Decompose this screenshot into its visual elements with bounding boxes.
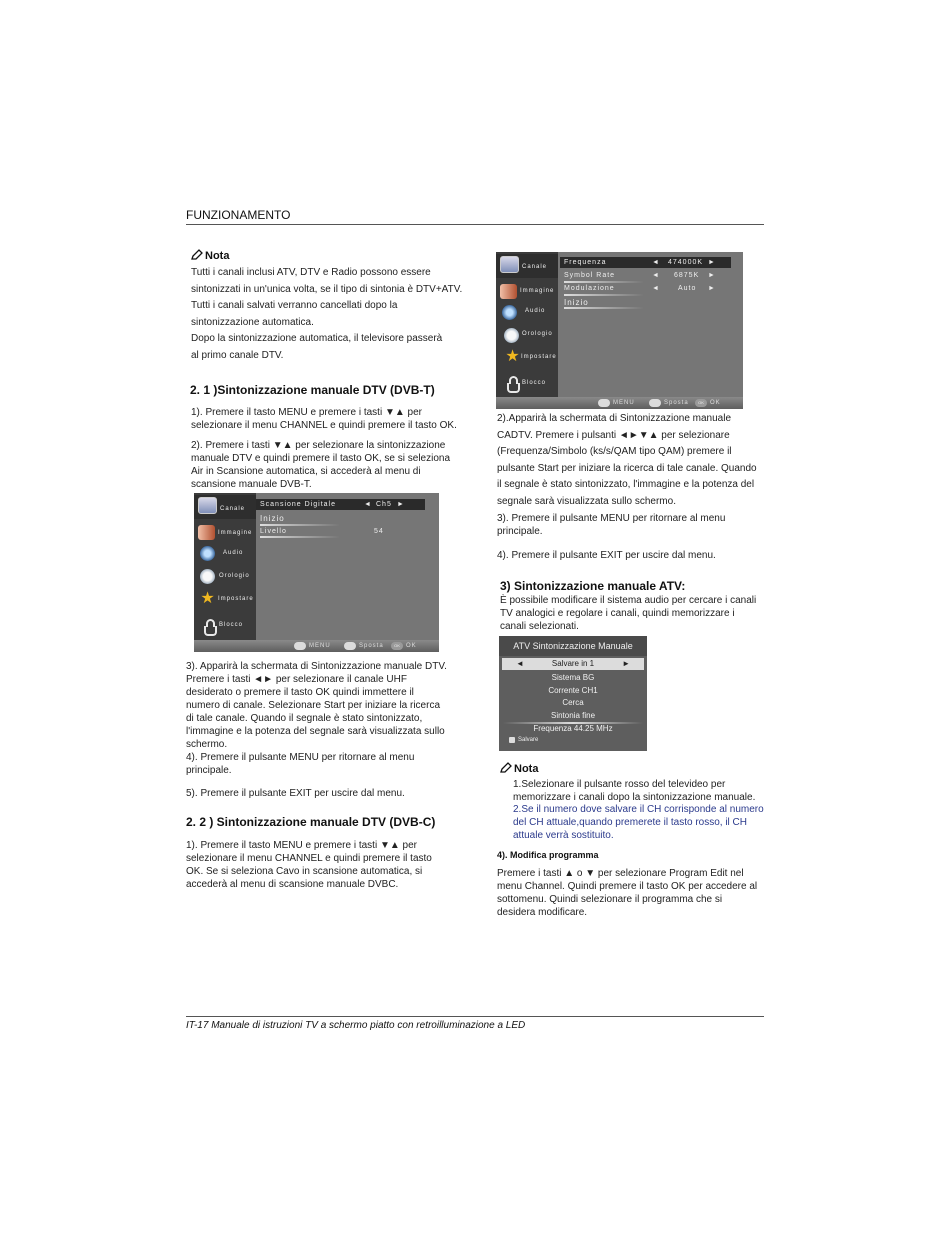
bar-sposta-label: Sposta xyxy=(664,400,689,406)
nota-text-right-2: 2.Se il numero dove salvare il CH corrisponde al numero del CH attuale,quando premerete il tasto rosso, il CH attuale verrà sostituito. xyxy=(513,804,764,841)
sidebar-item-orologio: Orologio xyxy=(219,573,250,579)
menu-atv-screenshot xyxy=(499,636,647,751)
sidebar-item-immagine: Immagine xyxy=(520,288,555,294)
sidebar-item-orologio: Orologio xyxy=(522,331,553,337)
save-icon xyxy=(509,737,515,743)
sidebar-item-canale: Canale xyxy=(522,264,548,270)
immagine-icon xyxy=(198,525,215,540)
footer-rule xyxy=(186,1016,764,1017)
row-scansione-label: Scansione Digitale xyxy=(260,501,336,508)
page-footer: IT-17 Manuale di istruzioni TV a schermo piatto con retroilluminazione a LED xyxy=(186,1020,526,1031)
back-icon xyxy=(598,399,610,407)
sidebar-item-impostare: Impostare xyxy=(521,354,557,360)
orologio-icon xyxy=(504,328,519,343)
right-arrow-icon: ► xyxy=(397,501,405,508)
right-arrow-icon: ► xyxy=(708,285,716,292)
section-header: FUNZIONAMENTO xyxy=(186,208,291,222)
row-modulazione-label: Modulazione xyxy=(564,285,615,292)
orologio-icon xyxy=(200,569,215,584)
move-icon xyxy=(649,399,661,407)
nota-heading: Nota xyxy=(191,249,229,262)
left-arrow-icon: ◄ xyxy=(516,659,524,668)
menu-sidebar xyxy=(496,252,558,397)
paragraph-dvbc-2: 2).Apparirà la schermata di Sintonizzazione manuale CADTV. Premere i pulsanti ◄►▼▲ per selezionare (Frequenza/Simbolo (ks/s/QAM tipo QAM) premere il pulsante Start per iniziare la ricerca di tale canale. Quando il segnale è stato sintonizzato, l'immagine e la potenza del segnale sarà visualizzata sullo schermo. xyxy=(497,413,757,507)
heading-dvbt: 2. 1 )Sintonizzazione manuale DTV (DVB-T) xyxy=(190,383,435,397)
row-inizio-label: Inizio xyxy=(260,514,285,523)
blocco-icon xyxy=(507,383,520,393)
back-icon xyxy=(294,642,306,650)
heading-dvbc: 2. 2 ) Sintonizzazione manuale DTV (DVB-C) xyxy=(186,815,436,829)
bar-ok-label: OK xyxy=(406,643,417,649)
row-scansione-value: Ch5 xyxy=(376,501,392,508)
menu-content xyxy=(256,493,439,640)
paragraph-dvbt-5: 5). Premere il pulsante EXIT per uscire dal menu. xyxy=(186,788,405,799)
paragraph-dvbc-3: 3). Premere il pulsante MENU per ritornare al menu principale. xyxy=(497,513,726,537)
nota-heading-right: Nota xyxy=(500,762,538,775)
left-arrow-icon: ◄ xyxy=(364,501,372,508)
bar-menu-label: MENU xyxy=(613,400,635,406)
right-arrow-icon: ► xyxy=(622,659,630,668)
paragraph-dvbc-1: 1). Premere il tasto MENU e premere i tasti ▼▲ per selezionare il menu CHANNEL e quindi premere il tasto OK. Se si seleziona Cavo in scansione automatica, si accederà al menu di scansione manuale DVBC. xyxy=(186,840,432,890)
audio-icon xyxy=(502,305,517,320)
atv-item-corrente: Corrente CH1 xyxy=(548,686,598,695)
canale-icon xyxy=(198,497,217,514)
canale-icon xyxy=(500,256,519,273)
impostare-icon: ★ xyxy=(200,590,215,607)
menu-dvbc-screenshot xyxy=(496,252,743,409)
atv-item-sintonia: Sintonia fine xyxy=(550,711,596,720)
left-arrow-icon: ◄ xyxy=(652,285,660,292)
audio-icon xyxy=(200,546,215,561)
sidebar-item-blocco: Blocco xyxy=(522,380,547,386)
menu-bottom-bar xyxy=(496,397,743,409)
right-arrow-icon: ► xyxy=(708,259,716,266)
paragraph-dvbc-4: 4). Premere il pulsante EXIT per uscire dal menu. xyxy=(497,550,716,561)
row-frequenza-label: Frequenza xyxy=(564,259,607,266)
ok-icon: OK xyxy=(695,399,707,407)
left-arrow-icon: ◄ xyxy=(652,259,660,266)
paragraph-modifica: Premere i tasti ▲ o ▼ per selezionare Program Edit nel menu Channel. Quindi premere il tasto OK per accedere al sottomenu. Quindi selezionare il programma che si desidera modificare. xyxy=(497,868,758,918)
nota-text: Tutti i canali inclusi ATV, DTV e Radio possono essere sintonizzati in un'unica volta, se il tipo di sintonia è DTV+ATV. Tutti i canali salvati verranno cancellati dopo la sintonizzazione automatica. Dopo la sintonizzazione automatica, il televisore passerà al primo canale DTV. xyxy=(191,267,463,361)
paragraph-dvbt-3: 3). Apparirà la schermata di Sintonizzazione manuale DTV. Premere i tasti ◄► per selezionare il canale UHF desiderato o premere il tasto OK quindi immettere il numero di canale. Selezionare Start per iniziare la ricerca di tale canale. Quando il segnale è stato sintonizzato, l'immagine e la potenza del segnale sarà visualizzata sullo schermo. 4). Premere il pulsante MENU per ritornare al menu principale. xyxy=(186,661,447,776)
row-livello-label: Livello xyxy=(260,528,287,535)
row-modulazione-value: Auto xyxy=(678,285,697,292)
right-arrow-icon: ► xyxy=(708,272,716,279)
bar-sposta-label: Sposta xyxy=(359,643,384,649)
sidebar-item-audio: Audio xyxy=(223,550,244,556)
row-frequenza-value: 474000K xyxy=(668,259,704,266)
bar-ok-label: OK xyxy=(710,400,721,406)
menu-content xyxy=(558,252,743,397)
header-rule xyxy=(186,224,764,225)
move-icon xyxy=(344,642,356,650)
row-livello-value: 54 xyxy=(374,528,384,535)
paragraph-dvbt-1: 1). Premere il tasto MENU e premere i tasti ▼▲ per selezionare il menu CHANNEL e quindi premere il tasto OK. xyxy=(191,407,457,431)
atv-item-frequenza: Frequenza 44.25 MHz xyxy=(533,724,613,733)
blocco-icon xyxy=(204,626,217,636)
ok-icon: OK xyxy=(391,642,403,650)
left-arrow-icon: ◄ xyxy=(652,272,660,279)
sidebar-item-immagine: Immagine xyxy=(218,530,253,536)
menu-sidebar xyxy=(194,493,256,640)
paragraph-dvbt-2: 2). Premere i tasti ▼▲ per selezionare la sintonizzazione manuale DTV e quindi premere il tasto OK, se si seleziona Air in Scansione automatica, si accederà al menu di scansione manuale DVB-T. xyxy=(191,440,451,490)
menu-dvbt-screenshot xyxy=(194,493,439,652)
atv-item-sistema: Sistema BG xyxy=(551,673,595,682)
atv-save-label: Salvare xyxy=(518,737,539,743)
bar-menu-label: MENU xyxy=(309,643,331,649)
heading-modifica: 4). Modifica programma xyxy=(497,850,599,860)
row-symbol-label: Symbol Rate xyxy=(564,272,616,279)
row-symbol-value: 6875K xyxy=(674,272,700,279)
sidebar-item-canale: Canale xyxy=(220,506,246,512)
pencil-icon xyxy=(191,249,203,260)
atv-item-salvare: Salvare in 1 xyxy=(551,659,595,668)
sidebar-item-impostare: Impostare xyxy=(218,596,254,602)
atv-item-cerca: Cerca xyxy=(562,698,584,707)
heading-atv: 3) Sintonizzazione manuale ATV: xyxy=(500,579,686,593)
row-inizio-label: Inizio xyxy=(564,298,589,307)
pencil-icon xyxy=(500,762,512,773)
menu-bottom-bar xyxy=(194,640,439,652)
paragraph-atv: È possibile modificare il sistema audio per cercare i canali TV analogici e regolare i canali, quindi memorizzare i canali selezionati. xyxy=(500,595,757,632)
sidebar-item-audio: Audio xyxy=(525,308,546,314)
impostare-icon: ★ xyxy=(505,348,520,365)
nota-text-right-1: 1.Selezionare il pulsante rosso del televideo per memorizzare i canali dopo la sintonizzazione manuale. xyxy=(513,779,756,803)
atv-menu-title: ATV Sintonizzazione Manuale xyxy=(499,636,647,656)
immagine-icon xyxy=(500,284,517,299)
sidebar-item-blocco: Blocco xyxy=(219,622,244,628)
atv-selected-row xyxy=(502,658,644,670)
